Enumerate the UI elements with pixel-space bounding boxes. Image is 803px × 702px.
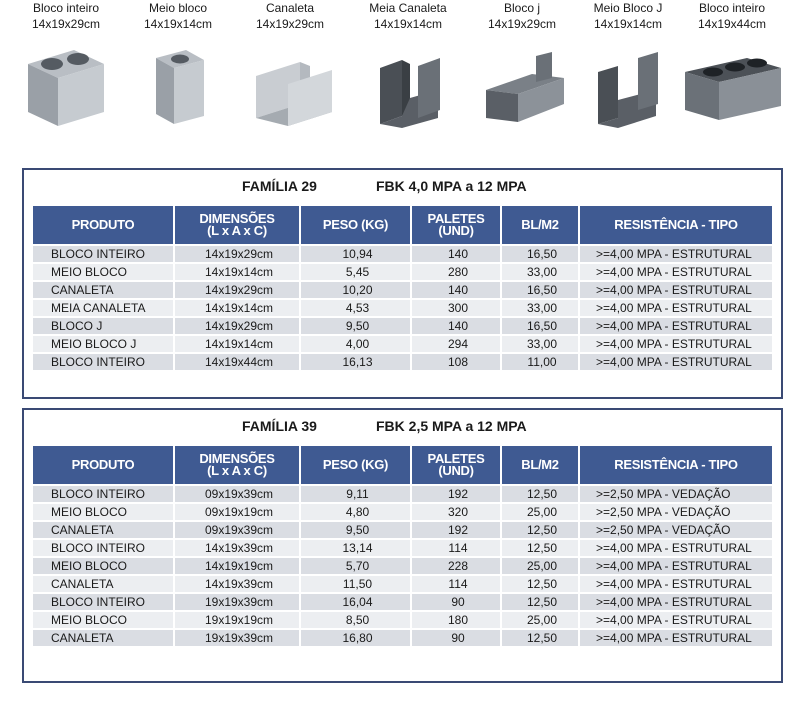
familia-29-table xyxy=(31,204,774,372)
product-card xyxy=(230,0,350,130)
cell-bl-m2: 25,00 xyxy=(502,612,578,628)
product-dims: 14x19x14cm xyxy=(143,17,213,31)
header-paletes-sub: (UND) xyxy=(438,463,474,478)
product-card xyxy=(348,0,468,130)
header-paletes-label: PALETES xyxy=(427,451,485,466)
cell-paletes: 294 xyxy=(412,336,500,352)
cell-dimensoes: 14x19x39cm xyxy=(175,576,299,592)
j-block-icon xyxy=(472,38,572,130)
header-paletes xyxy=(412,206,500,244)
cell-resistencia: >=4,00 MPA - ESTRUTURAL xyxy=(580,576,772,592)
cell-paletes: 114 xyxy=(412,540,500,556)
cell-paletes: 280 xyxy=(412,264,500,280)
cell-produto: BLOCO INTEIRO xyxy=(33,354,173,370)
cell-bl-m2: 12,50 xyxy=(502,594,578,610)
cell-dimensoes: 14x19x14cm xyxy=(175,336,299,352)
cell-bl-m2: 12,50 xyxy=(502,630,578,646)
product-name: Meio bloco xyxy=(148,1,208,15)
cell-dimensoes: 09x19x39cm xyxy=(175,522,299,538)
cell-peso: 16,13 xyxy=(301,354,410,370)
cell-produto: BLOCO INTEIRO xyxy=(33,246,173,262)
table-row xyxy=(33,336,772,352)
table-row xyxy=(33,246,772,262)
product-card xyxy=(568,0,688,130)
cell-produto: BLOCO INTEIRO xyxy=(33,540,173,556)
family-title: FAMÍLIA 39 xyxy=(242,418,317,434)
cell-resistencia: >=4,00 MPA - ESTRUTURAL xyxy=(580,318,772,334)
table-row xyxy=(33,576,772,592)
table-header-row xyxy=(33,446,772,484)
product-card xyxy=(118,0,238,130)
cell-bl-m2: 25,00 xyxy=(502,504,578,520)
cell-paletes: 320 xyxy=(412,504,500,520)
cell-peso: 8,50 xyxy=(301,612,410,628)
header-paletes-sub: (UND) xyxy=(438,223,474,238)
cell-paletes: 140 xyxy=(412,246,500,262)
cell-produto: MEIO BLOCO xyxy=(33,558,173,574)
cell-dimensoes: 14x19x19cm xyxy=(175,558,299,574)
cell-produto: MEIO BLOCO xyxy=(33,504,173,520)
cell-paletes: 140 xyxy=(412,318,500,334)
table-header-row xyxy=(33,206,772,244)
half-channel-icon xyxy=(358,38,458,130)
cell-paletes: 192 xyxy=(412,522,500,538)
cell-bl-m2: 16,50 xyxy=(502,318,578,334)
cell-peso: 11,50 xyxy=(301,576,410,592)
table-row xyxy=(33,318,772,334)
familia-39-table xyxy=(31,444,774,648)
table-row xyxy=(33,630,772,646)
cell-dimensoes: 14x19x39cm xyxy=(175,540,299,556)
channel-block-icon xyxy=(240,38,340,130)
panel-title xyxy=(24,418,781,438)
cell-bl-m2: 12,50 xyxy=(502,486,578,502)
cell-peso: 16,04 xyxy=(301,594,410,610)
header-paletes xyxy=(412,446,500,484)
cell-paletes: 180 xyxy=(412,612,500,628)
header-peso: PESO (KG) xyxy=(301,206,410,244)
cell-bl-m2: 33,00 xyxy=(502,300,578,316)
cell-bl-m2: 25,00 xyxy=(502,558,578,574)
header-dimensoes-label: DIMENSÕES xyxy=(199,451,275,466)
cell-bl-m2: 33,00 xyxy=(502,336,578,352)
cell-dimensoes: 19x19x39cm xyxy=(175,630,299,646)
header-dimensoes xyxy=(175,206,299,244)
cell-dimensoes: 14x19x29cm xyxy=(175,282,299,298)
cell-resistencia: >=4,00 MPA - ESTRUTURAL xyxy=(580,336,772,352)
cell-resistencia: >=4,00 MPA - ESTRUTURAL xyxy=(580,282,772,298)
table-row xyxy=(33,540,772,556)
cell-peso: 16,80 xyxy=(301,630,410,646)
cell-produto: CANALETA xyxy=(33,282,173,298)
cell-bl-m2: 33,00 xyxy=(502,264,578,280)
product-card xyxy=(462,0,582,130)
cell-produto: MEIO BLOCO xyxy=(33,612,173,628)
long-block-icon xyxy=(677,38,787,130)
cell-produto: MEIO BLOCO xyxy=(33,264,173,280)
hollow-block-icon xyxy=(16,38,116,130)
cell-bl-m2: 16,50 xyxy=(502,282,578,298)
cell-resistencia: >=2,50 MPA - VEDAÇÃO xyxy=(580,522,772,538)
family-title: FAMÍLIA 29 xyxy=(242,178,317,194)
product-dims: 14x19x14cm xyxy=(373,17,443,31)
cell-resistencia: >=4,00 MPA - ESTRUTURAL xyxy=(580,354,772,370)
cell-peso: 10,20 xyxy=(301,282,410,298)
header-paletes-label: PALETES xyxy=(427,211,485,226)
cell-resistencia: >=4,00 MPA - ESTRUTURAL xyxy=(580,300,772,316)
header-dimensoes xyxy=(175,446,299,484)
cell-peso: 9,50 xyxy=(301,318,410,334)
cell-paletes: 90 xyxy=(412,630,500,646)
cell-resistencia: >=4,00 MPA - ESTRUTURAL xyxy=(580,630,772,646)
product-dims: 14x19x29cm xyxy=(255,17,325,31)
table-row xyxy=(33,354,772,370)
cell-dimensoes: 19x19x39cm xyxy=(175,594,299,610)
cell-paletes: 228 xyxy=(412,558,500,574)
cell-paletes: 300 xyxy=(412,300,500,316)
cell-produto: CANALETA xyxy=(33,630,173,646)
table-row xyxy=(33,558,772,574)
table-row xyxy=(33,282,772,298)
cell-bl-m2: 12,50 xyxy=(502,522,578,538)
header-dimensoes-sub: (L x A x C) xyxy=(207,463,267,478)
cell-peso: 13,14 xyxy=(301,540,410,556)
product-name: Canaleta xyxy=(265,1,315,15)
table-row xyxy=(33,264,772,280)
header-produto: PRODUTO xyxy=(33,206,173,244)
header-resistencia: RESISTÊNCIA - TIPO xyxy=(580,446,772,484)
cell-paletes: 108 xyxy=(412,354,500,370)
table-row xyxy=(33,594,772,610)
cell-produto: MEIO BLOCO J xyxy=(33,336,173,352)
cell-produto: CANALETA xyxy=(33,576,173,592)
table-row xyxy=(33,612,772,628)
header-dimensoes-sub: (L x A x C) xyxy=(207,223,267,238)
cell-resistencia: >=4,00 MPA - ESTRUTURAL xyxy=(580,246,772,262)
cell-dimensoes: 09x19x19cm xyxy=(175,504,299,520)
familia-39-panel xyxy=(22,408,783,683)
half-block-icon xyxy=(128,38,228,130)
cell-resistencia: >=2,50 MPA - VEDAÇÃO xyxy=(580,504,772,520)
cell-peso: 9,50 xyxy=(301,522,410,538)
cell-bl-m2: 11,00 xyxy=(502,354,578,370)
fbk-range: FBK 2,5 MPA a 12 MPA xyxy=(376,418,527,434)
cell-produto: BLOCO J xyxy=(33,318,173,334)
cell-dimensoes: 09x19x39cm xyxy=(175,486,299,502)
cell-resistencia: >=4,00 MPA - ESTRUTURAL xyxy=(580,612,772,628)
cell-paletes: 114 xyxy=(412,576,500,592)
cell-paletes: 140 xyxy=(412,282,500,298)
table-row xyxy=(33,504,772,520)
header-produto: PRODUTO xyxy=(33,446,173,484)
cell-resistencia: >=4,00 MPA - ESTRUTURAL xyxy=(580,540,772,556)
cell-dimensoes: 14x19x14cm xyxy=(175,300,299,316)
cell-peso: 9,11 xyxy=(301,486,410,502)
cell-dimensoes: 14x19x44cm xyxy=(175,354,299,370)
cell-dimensoes: 19x19x19cm xyxy=(175,612,299,628)
cell-resistencia: >=4,00 MPA - ESTRUTURAL xyxy=(580,594,772,610)
cell-produto: CANALETA xyxy=(33,522,173,538)
cell-paletes: 192 xyxy=(412,486,500,502)
header-dimensoes-label: DIMENSÕES xyxy=(199,211,275,226)
product-dims: 14x19x14cm xyxy=(593,17,663,31)
header-peso: PESO (KG) xyxy=(301,446,410,484)
cell-peso: 4,53 xyxy=(301,300,410,316)
table-row xyxy=(33,300,772,316)
product-dims: 14x19x29cm xyxy=(487,17,557,31)
cell-bl-m2: 12,50 xyxy=(502,540,578,556)
product-name: Bloco j xyxy=(503,1,541,15)
fbk-range: FBK 4,0 MPA a 12 MPA xyxy=(376,178,527,194)
product-dims: 14x19x44cm xyxy=(697,17,767,31)
panel-title xyxy=(24,178,781,198)
header-bl-m2: BL/M2 xyxy=(502,206,578,244)
cell-resistencia: >=4,00 MPA - ESTRUTURAL xyxy=(580,264,772,280)
cell-paletes: 90 xyxy=(412,594,500,610)
product-name: Bloco inteiro xyxy=(698,1,766,15)
cell-peso: 10,94 xyxy=(301,246,410,262)
cell-peso: 4,80 xyxy=(301,504,410,520)
header-bl-m2: BL/M2 xyxy=(502,446,578,484)
cell-resistencia: >=4,00 MPA - ESTRUTURAL xyxy=(580,558,772,574)
cell-dimensoes: 14x19x29cm xyxy=(175,246,299,262)
product-name: Meio Bloco J xyxy=(593,1,663,15)
header-resistencia: RESISTÊNCIA - TIPO xyxy=(580,206,772,244)
cell-produto: BLOCO INTEIRO xyxy=(33,594,173,610)
cell-produto: BLOCO INTEIRO xyxy=(33,486,173,502)
product-dims: 14x19x29cm xyxy=(31,17,101,31)
product-name: Meia Canaleta xyxy=(369,1,447,15)
cell-peso: 5,70 xyxy=(301,558,410,574)
product-card xyxy=(672,0,792,130)
cell-peso: 4,00 xyxy=(301,336,410,352)
cell-dimensoes: 14x19x14cm xyxy=(175,264,299,280)
cell-peso: 5,45 xyxy=(301,264,410,280)
product-card xyxy=(6,0,126,130)
cell-resistencia: >=2,50 MPA - VEDAÇÃO xyxy=(580,486,772,502)
table-row xyxy=(33,522,772,538)
cell-bl-m2: 16,50 xyxy=(502,246,578,262)
cell-dimensoes: 14x19x29cm xyxy=(175,318,299,334)
cell-bl-m2: 12,50 xyxy=(502,576,578,592)
familia-29-panel xyxy=(22,168,783,399)
product-gallery xyxy=(0,0,803,160)
half-j-block-icon xyxy=(578,38,678,130)
product-name: Bloco inteiro xyxy=(32,1,100,15)
table-row xyxy=(33,486,772,502)
cell-produto: MEIA CANALETA xyxy=(33,300,173,316)
